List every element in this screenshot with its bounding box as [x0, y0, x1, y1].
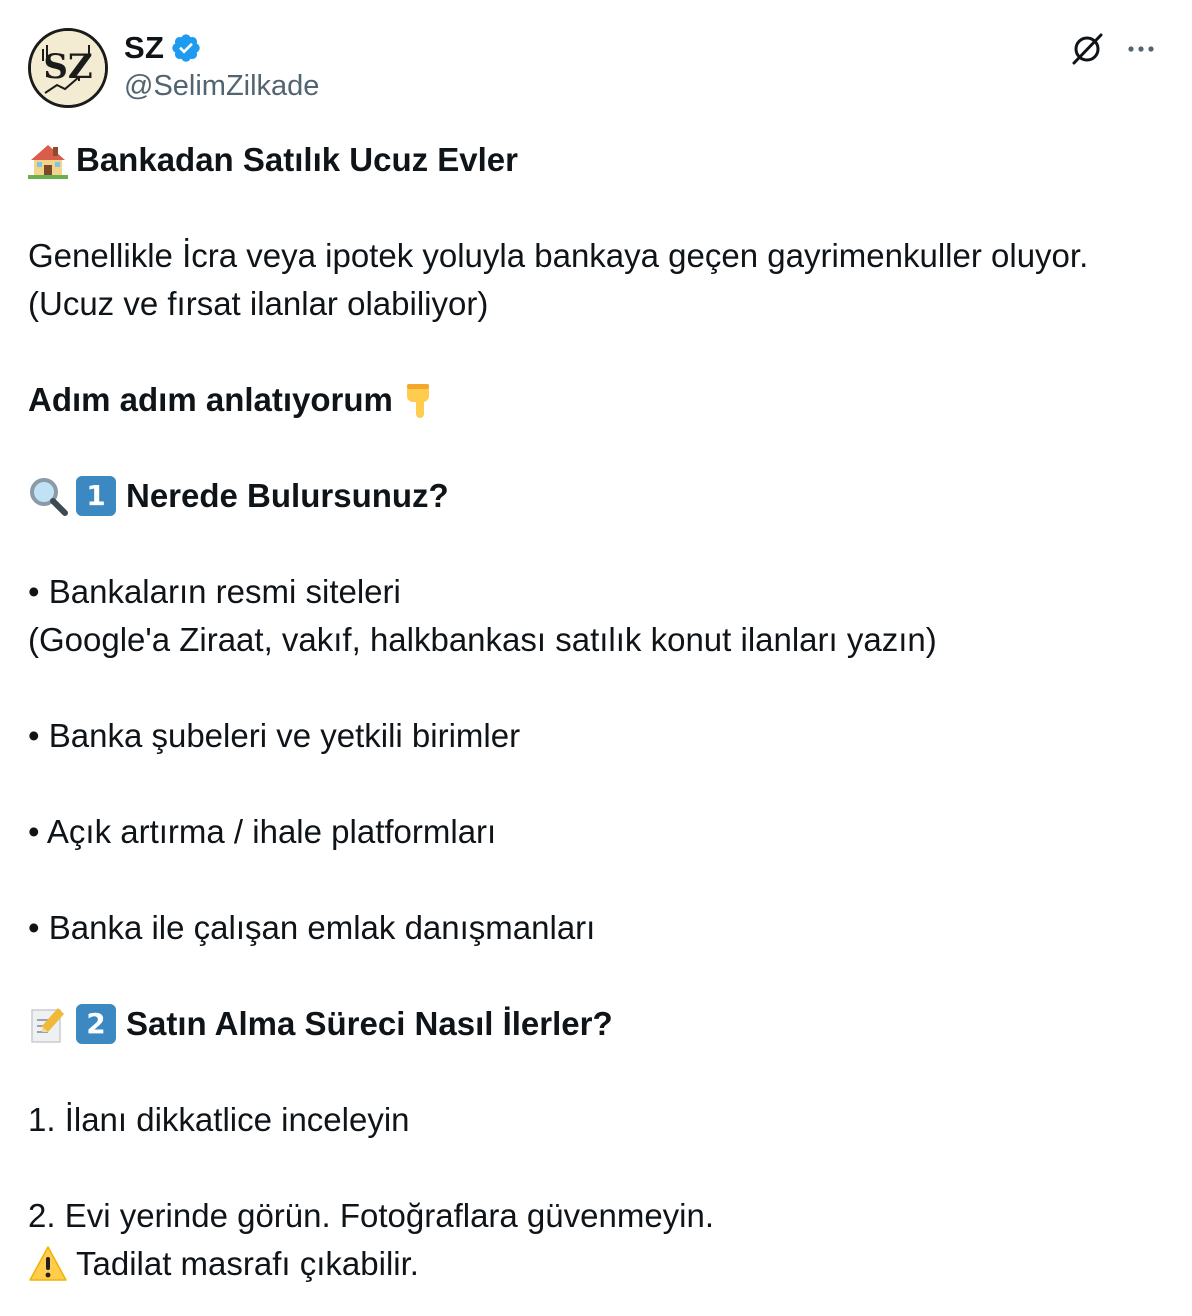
step-intro: Adım adım anlatıyorum [28, 381, 393, 418]
post-header [0, 0, 1192, 120]
keycap-2: 2 [76, 1004, 116, 1044]
verified-badge-icon [170, 32, 202, 64]
step-1: 1. İlanı dikkatlice inceleyin [28, 1101, 410, 1138]
display-name[interactable]: SZ [124, 30, 165, 65]
bullet-2: • Banka şubeleri ve yetkili birimler [28, 717, 521, 754]
post-title: Bankadan Satılık Ucuz Evler [76, 141, 519, 178]
magnifying-glass-icon [28, 476, 68, 516]
bullet-4: • Banka ile çalışan emlak danışmanları [28, 909, 596, 946]
section1-title: Nerede Bulursunuz? [126, 477, 449, 514]
post-text [28, 136, 1168, 1288]
avatar-text: SZ [43, 47, 93, 87]
backhand-pointing-down-icon [399, 380, 439, 420]
grok-icon[interactable] [1068, 30, 1106, 68]
bullet-3: • Açık artırma / ihale platformları [28, 813, 497, 850]
avatar[interactable] [28, 28, 108, 108]
warning-line [28, 1240, 1168, 1288]
section2-title: Satın Alma Süreci Nasıl İlerler? [126, 1005, 613, 1042]
house-icon [28, 140, 68, 180]
avatar-logo [31, 31, 105, 105]
intro-line-2: (Ucuz ve fırsat ilanlar olabiliyor) [28, 285, 489, 322]
step-intro-line [28, 376, 1168, 424]
user-handle[interactable]: @SelimZilkade [124, 70, 320, 102]
section2-heading [28, 1000, 1168, 1048]
bullet-1: • Bankaların resmi siteleri [28, 573, 401, 610]
bullet-1-note: (Google'a Ziraat, vakıf, halkbankası satılık konut ilanları yazın) [28, 621, 937, 658]
section1-heading [28, 472, 1168, 520]
keycap-1: 1 [76, 476, 116, 516]
name-row [124, 28, 202, 68]
memo-icon [28, 1004, 68, 1044]
more-icon[interactable] [1122, 30, 1160, 68]
warning-text: Tadilat masrafı çıkabilir. [76, 1245, 419, 1282]
step-2: 2. Evi yerinde görün. Fotoğraflara güvenmeyin. [28, 1197, 715, 1234]
post-title-line [28, 136, 1168, 184]
warning-icon [28, 1244, 68, 1284]
intro-line-1: Genellikle İcra veya ipotek yoluyla bankaya geçen gayrimenkuller oluyor. [28, 237, 1089, 274]
